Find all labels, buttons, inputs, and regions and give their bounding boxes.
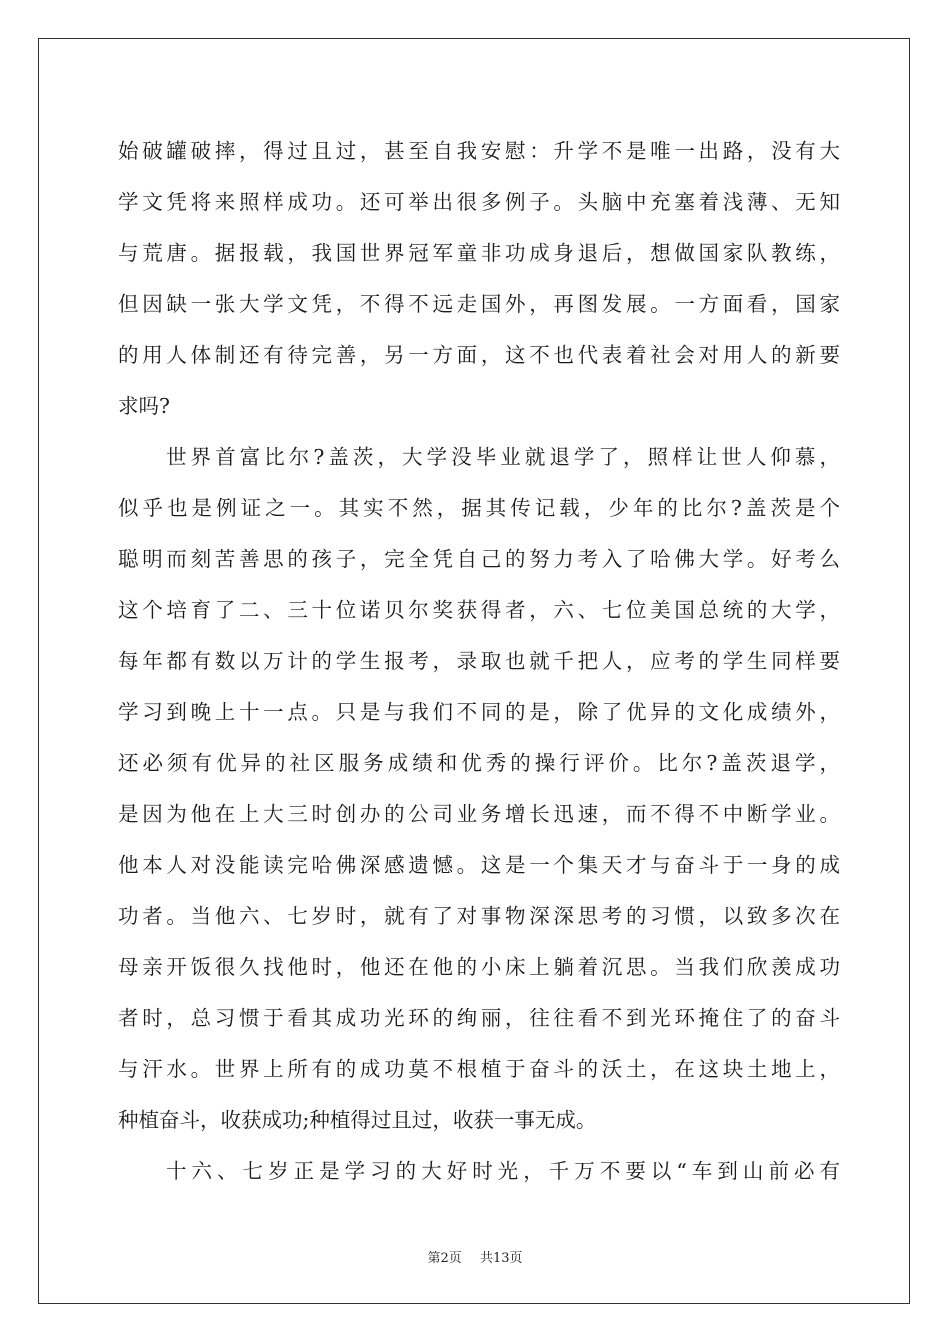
text-line: 他本人对没能读完哈佛深感遗憾。这是一个集天才与奋斗于一身的成 — [118, 853, 840, 877]
text-line: 求吗? — [118, 394, 170, 418]
text-line: 每年都有数以万计的学生报考，录取也就千把人，应考的学生同样要 — [118, 649, 840, 673]
text-line: 功者。当他六、七岁时，就有了对事物深深思考的习惯，以致多次在 — [118, 904, 840, 928]
text-line: 聪明而刻苦善思的孩子，完全凭自己的努力考入了哈佛大学。好考么 — [118, 547, 840, 571]
document-body — [118, 126, 840, 1197]
text-line: 还必须有优异的社区服务成绩和优秀的操行评价。比尔?盖茨退学， — [118, 751, 840, 775]
text-line: 但因缺一张大学文凭，不得不远走国外，再图发展。一方面看，国家 — [118, 292, 840, 316]
text-line: 母亲开饭很久找他时，他还在他的小床上躺着沉思。当我们欣羡成功 — [118, 955, 840, 979]
text-line: 与汗水。世界上所有的成功莫不根植于奋斗的沃土，在这块土地上， — [118, 1057, 840, 1081]
text-line: 学习到晚上十一点。只是与我们不同的是，除了优异的文化成绩外， — [118, 700, 840, 724]
page-footer — [0, 1247, 950, 1266]
text-line: 这个培育了二、三十位诺贝尔奖获得者，六、七位美国总统的大学， — [118, 598, 840, 622]
text-line: 始破罐破摔，得过且过，甚至自我安慰：升学不是唯一出路，没有大 — [118, 139, 840, 163]
text-line: 学文凭将来照样成功。还可举出很多例子。头脑中充塞着浅薄、无知 — [118, 190, 840, 214]
text-line: 十六、七岁正是学习的大好时光，千万不要以“车到山前必有 — [166, 1159, 840, 1183]
text-line: 世界首富比尔?盖茨，大学没毕业就退学了，照样让世人仰慕， — [166, 445, 840, 469]
text-line: 种植奋斗，收获成功;种植得过且过，收获一事无成。 — [118, 1108, 597, 1132]
text-line: 与荒唐。据报载，我国世界冠军童非功成身退后，想做国家队教练， — [118, 241, 840, 265]
text-line: 的用人体制还有待完善，另一方面，这不也代表着社会对用人的新要 — [118, 343, 840, 367]
page-number: 第2页 — [427, 1251, 462, 1266]
page-total: 共13页 — [479, 1251, 523, 1266]
text-line: 似乎也是例证之一。其实不然，据其传记载，少年的比尔?盖茨是个 — [118, 496, 840, 520]
text-line: 者时，总习惯于看其成功光环的绚丽，往往看不到光环掩住了的奋斗 — [118, 1006, 840, 1030]
text-line: 是因为他在上大三时创办的公司业务增长迅速，而不得不中断学业。 — [118, 802, 840, 826]
